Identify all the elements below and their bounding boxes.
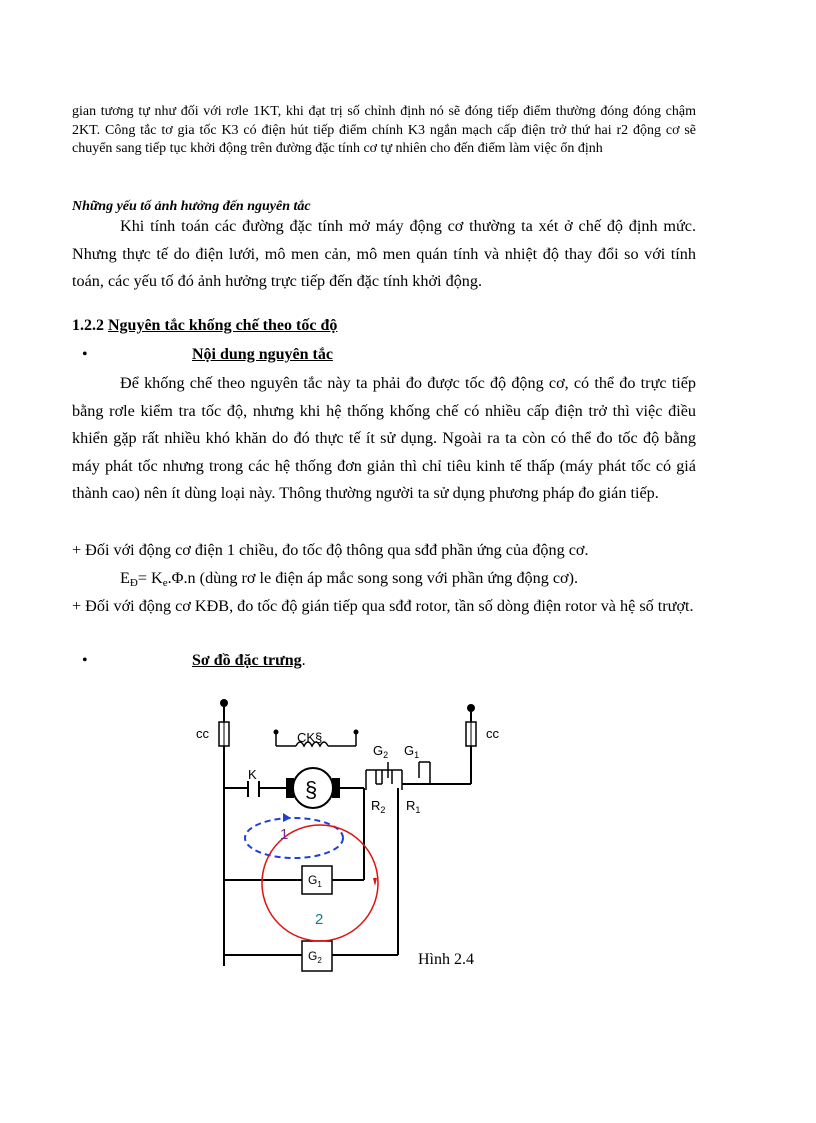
bullet-2-period: . [301,652,306,669]
dc-motor-line: + Đối với động cơ điện 1 chiều, đo tốc độ thông qua sđđ phần ứng của động cơ. [72,541,589,559]
figure-caption: Hình 2.4 [418,951,474,968]
label-cc-left: cc [196,726,209,741]
formula-e: E [120,569,130,587]
label-g1-box: $G_1$ [308,873,322,889]
label-r1: $R_1$ [406,798,421,815]
formula-sub-d: Đ [129,577,138,589]
contactor-k [248,781,259,797]
right-terminal-dot [467,704,475,712]
bullet-2-title: Sơ đồ đặc trưng [192,652,302,669]
induction-motor-line: + Đối với động cơ KĐB, đo tốc độ gián tiếp qua sđđ rotor, tần số dòng điện rotor và hệ số trượt. [72,597,694,615]
loop-1-ellipse [245,818,343,858]
bullet-2: • [82,652,88,669]
intro-paragraph: gian tương tự như đối với rơle 1KT, khi đạt trị số chỉnh định nó sẽ đóng tiếp điểm thường đóng đóng chậm 2KT. Công tắc tơ gia tốc K3 có điện hút tiếp điểm chính K3 ngắn mạch cấp điện trở thứ hai r2 động cơ sẽ chuyển sang tiếp tục khởi động trên đường đặc tính cơ tự nhiên cho đến điểm làm việc ổn định [72,104,696,156]
factors-heading: Những yếu tố ảnh hưởng đến nguyên tắc [72,199,311,214]
label-motor: § [305,777,318,802]
label-g2-box: $G_2$ [308,949,322,965]
label-g2-top: $G_2$ [373,743,389,760]
label-ck: CK§ [297,730,323,745]
loop-1-arrow [283,813,291,822]
label-loop-2: 2 [315,911,324,928]
section-number: 1.2.2 [72,317,104,334]
formula-rest: .Φ.n (dùng rơ le điện áp mắc song song với phần ứng động cơ). [167,569,579,587]
bullet-1: • [82,346,88,363]
content-paragraph: Để khống chế theo nguyên tắc này ta phải đo được tốc độ động cơ, có thể đo trực tiếp bằng rơle kiểm tra tốc độ, nhưng khi hệ thống khống chế có nhiều cấp điện trở thì việc điều khiển gặp rất nhiều khó khăn do đó thực tế ít sử dụng. Ngoài ra ta còn có thể đo tốc độ bằng máy phát tốc nhưng trong các hệ thống đơn giản thì chỉ tiêu kinh tế thấp (máy phát tốc có giá thành cao) nên ít dùng loại này. Thông thường người ta sử dụng phương pháp đo gián tiếp. [72,374,696,502]
label-k: K [248,767,257,782]
loop-2-arrow [373,878,377,886]
section-title: Nguyên tắc khống chế theo tốc độ [108,317,338,334]
contacts-g [366,762,430,790]
label-g1-top: $G_1$ [404,743,420,760]
label-cc-right: cc [486,726,499,741]
formula-sub-e: e [162,577,168,589]
bullet-1-title: Nội dung nguyên tắc [192,346,333,363]
formula-mid: = K [137,569,163,587]
factors-paragraph: Khi tính toán các đường đặc tính mở máy động cơ thường ta xét ở chế độ định mức. Nhưng thực tế do điện lưới, mô men cản, mô men quán tính và nhiệt độ thay đổi so với tính toán, các yếu tố đó ảnh hưởng trực tiếp đến đặc tính khởi động. [72,217,696,290]
left-terminal-dot [220,699,228,707]
label-r2: $R_2$ [371,798,386,815]
label-loop-1: 1 [280,826,289,843]
